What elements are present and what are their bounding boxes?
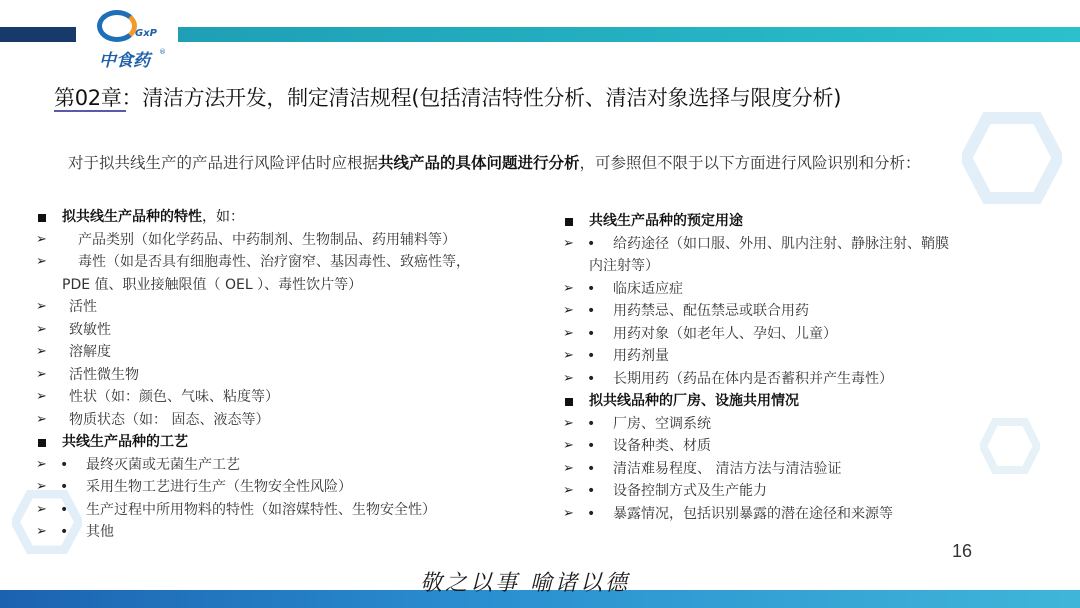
intro-paragraph xyxy=(38,152,968,175)
arrow-bullet-icon: ➢ xyxy=(563,483,574,498)
logo-brand-text: 中食药 xyxy=(99,51,150,71)
arrow-bullet-icon: ➢ xyxy=(563,370,574,386)
list-item-text: 物质状态（如： 固态、液态等） xyxy=(69,411,270,428)
dot-bullet-icon: • xyxy=(60,501,69,518)
title-underline xyxy=(54,110,126,112)
arrow-bullet-icon: ➢ xyxy=(36,231,47,247)
header-bar-right xyxy=(178,27,1080,42)
list-item xyxy=(563,368,983,391)
dot-bullet-icon: • xyxy=(587,438,596,454)
list-item-text: 清洁难易程度、 清洁方法与清洁验证 xyxy=(613,460,842,477)
arrow-bullet-icon: ➢ xyxy=(36,254,47,269)
dot-bullet-icon: • xyxy=(587,303,596,319)
logo-gxp-text: GxP xyxy=(135,28,157,39)
list-item xyxy=(36,454,536,477)
section-heading-suffix: ，如： xyxy=(202,209,244,225)
dot-bullet-icon: • xyxy=(587,325,596,342)
section-heading-text: 拟共线品种的厂房、设施共用情况 xyxy=(589,393,799,409)
dot-bullet-icon: • xyxy=(60,479,69,495)
arrow-bullet-icon: ➢ xyxy=(36,389,47,404)
list-item-text: 性状（如：颜色、气味、粘度等） xyxy=(69,389,279,405)
arrow-bullet-icon: ➢ xyxy=(36,524,47,539)
arrow-bullet-icon: ➢ xyxy=(563,325,574,341)
logo-ring-icon xyxy=(97,10,137,42)
section-heading-text: 拟共线生产品种的特性 xyxy=(62,209,202,225)
list-item xyxy=(36,409,536,432)
dot-bullet-icon: • xyxy=(587,505,596,522)
list-item-text: 活性 xyxy=(69,299,97,315)
list-item xyxy=(36,364,536,387)
list-item-text: 其他 xyxy=(86,524,114,540)
arrow-bullet-icon: ➢ xyxy=(36,321,47,337)
section-heading xyxy=(36,431,536,454)
section-heading xyxy=(36,206,536,229)
arrow-bullet-icon: ➢ xyxy=(36,501,47,517)
arrow-bullet-icon: ➢ xyxy=(563,348,574,363)
intro-text-before: 对于拟共线生产的产品进行风险评估时应根据 xyxy=(68,154,379,172)
list-item xyxy=(563,503,983,526)
list-item xyxy=(36,341,536,364)
section-heading xyxy=(563,210,983,233)
dot-bullet-icon: • xyxy=(587,460,596,477)
intro-text-bold: 共线产品的具体问题进行分析 xyxy=(378,154,580,172)
list-item-text: 用药剂量 xyxy=(613,348,669,364)
list-item xyxy=(563,345,983,368)
list-item-text: 生产过程中所用物料的特性（如溶媒特性、生物安全性） xyxy=(86,501,436,518)
arrow-bullet-icon: ➢ xyxy=(36,456,47,472)
arrow-bullet-icon: ➢ xyxy=(563,505,574,521)
list-item xyxy=(36,386,536,409)
square-bullet-icon xyxy=(565,218,573,226)
page-number: 16 xyxy=(952,541,973,561)
list-item xyxy=(36,229,536,252)
list-item-continuation xyxy=(36,274,536,297)
arrow-bullet-icon: ➢ xyxy=(563,235,574,251)
list-item xyxy=(36,251,536,274)
list-item-text: 暴露情况，包括识别暴露的潜在途径和来源等 xyxy=(613,505,893,522)
square-bullet-icon xyxy=(565,398,573,406)
section-heading-text: 共线生产品种的工艺 xyxy=(62,434,188,450)
header-bar-left xyxy=(0,27,76,42)
left-column xyxy=(36,206,536,544)
arrow-bullet-icon: ➢ xyxy=(36,299,47,314)
arrow-bullet-icon: ➢ xyxy=(36,344,47,359)
hexagon-decoration-icon xyxy=(980,418,1040,474)
company-logo xyxy=(93,6,173,71)
dot-bullet-icon: • xyxy=(587,348,596,364)
dot-bullet-icon: • xyxy=(587,415,596,432)
list-item-text: 活性微生物 xyxy=(69,366,139,383)
list-item xyxy=(563,323,983,346)
arrow-bullet-icon: ➢ xyxy=(563,415,574,431)
list-item-text: 最终灭菌或无菌生产工艺 xyxy=(86,456,240,473)
list-item-text: 致敏性 xyxy=(69,321,111,338)
list-item-text: 给药途径（如口服、外用、肌内注射、静脉注射、鞘膜 xyxy=(613,235,949,252)
list-item-text: 长期用药（药品在体内是否蓄积并产生毒性） xyxy=(613,370,893,387)
list-item-text: 溶解度 xyxy=(69,344,111,360)
square-bullet-icon xyxy=(38,214,46,222)
logo-registered-mark: ® xyxy=(159,48,166,56)
dot-bullet-icon: • xyxy=(60,524,69,540)
arrow-bullet-icon: ➢ xyxy=(563,303,574,318)
list-item-text: 产品类别（如化学药品、中药制剂、生物制品、药用辅料等） xyxy=(78,231,456,248)
list-item xyxy=(563,480,983,503)
list-item-text: PDE 值、职业接触限值（ OEL ）、毒性饮片等） xyxy=(62,276,363,293)
list-item-text: 采用生物工艺进行生产（生物安全性风险） xyxy=(86,479,352,495)
list-item xyxy=(563,278,983,301)
intro-text-after: ，可参照但不限于以下方面进行风险识别和分析： xyxy=(579,154,921,172)
list-item xyxy=(36,319,536,342)
list-item-text: 用药对象（如老年人、孕妇、儿童） xyxy=(613,325,837,342)
dot-bullet-icon: • xyxy=(587,483,596,499)
section-heading xyxy=(563,390,983,413)
list-item-text: 临床适应症 xyxy=(613,280,683,297)
list-item-text: 设备控制方式及生产能力 xyxy=(613,483,767,499)
dot-bullet-icon: • xyxy=(587,370,596,387)
dot-bullet-icon: • xyxy=(587,235,596,252)
list-item xyxy=(563,300,983,323)
list-item-text: 毒性（如是否具有细胞毒性、治疗窗窄、基因毒性、致癌性等， xyxy=(78,254,470,270)
list-item xyxy=(563,435,983,458)
section-heading-text: 共线生产品种的预定用途 xyxy=(589,213,743,229)
list-item xyxy=(36,476,536,499)
square-bullet-icon xyxy=(38,439,46,447)
list-item xyxy=(36,521,536,544)
dot-bullet-icon: • xyxy=(587,280,596,297)
list-item-text: 设备种类、材质 xyxy=(613,438,711,454)
list-item-continuation xyxy=(563,255,983,278)
arrow-bullet-icon: ➢ xyxy=(563,438,574,453)
list-item-text: 内注射等） xyxy=(589,258,659,274)
list-item xyxy=(563,413,983,436)
arrow-bullet-icon: ➢ xyxy=(563,280,574,296)
list-item-text: 用药禁忌、配伍禁忌或联合用药 xyxy=(613,303,809,319)
list-item xyxy=(36,499,536,522)
list-item-text: 厂房、空调系统 xyxy=(613,415,711,432)
list-item xyxy=(36,296,536,319)
arrow-bullet-icon: ➢ xyxy=(563,460,574,476)
page-title: 第02章：清洁方法开发，制定清洁规程(包括清洁特性分析、清洁对象选择与限度分析) xyxy=(54,86,842,110)
arrow-bullet-icon: ➢ xyxy=(36,366,47,382)
dot-bullet-icon: • xyxy=(60,456,69,473)
hexagon-decoration-icon xyxy=(962,112,1062,204)
arrow-bullet-icon: ➢ xyxy=(36,411,47,427)
right-column xyxy=(563,210,983,525)
list-item xyxy=(563,233,983,256)
footer-motto: 敬之以事 喻诸以德 xyxy=(420,571,630,596)
arrow-bullet-icon: ➢ xyxy=(36,479,47,494)
list-item xyxy=(563,458,983,481)
